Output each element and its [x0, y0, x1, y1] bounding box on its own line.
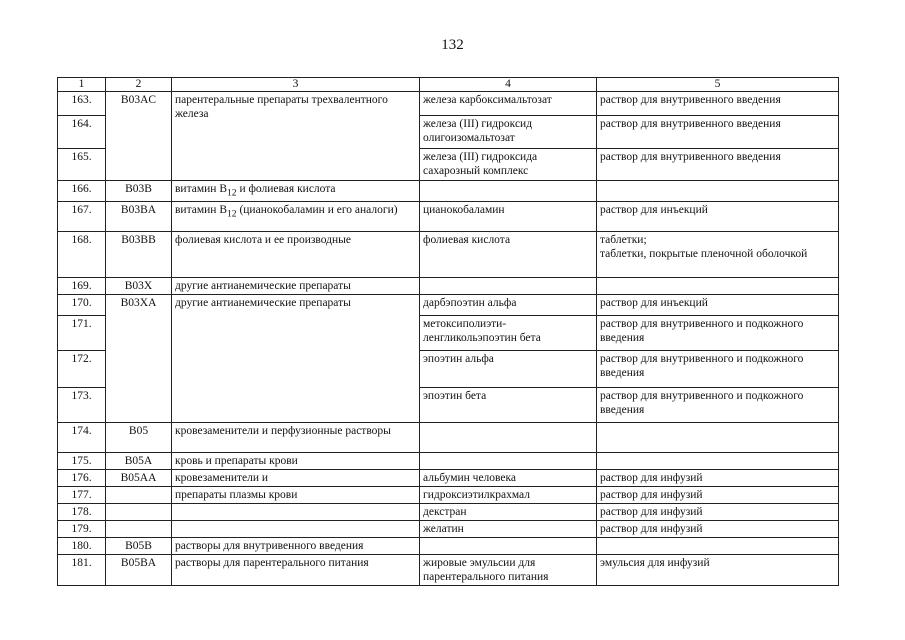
- row-number: 169.: [58, 278, 106, 295]
- atc-code: B03XA: [106, 295, 172, 423]
- atc-group: другие антианемические препараты: [172, 295, 420, 423]
- dosage-form: раствор для внутривенного и подкожного введения: [597, 316, 839, 351]
- substance-name: [420, 423, 597, 453]
- atc-group: растворы для внутривенного введения: [172, 538, 420, 555]
- atc-group-text: витамин B: [175, 204, 227, 217]
- dosage-form: раствор для внутривенного введения: [597, 149, 839, 181]
- atc-code: B05BA: [106, 555, 172, 586]
- table-row: [58, 470, 839, 487]
- atc-group-tail: и фолиевая кислота: [236, 183, 336, 195]
- table-header-row: [58, 78, 839, 92]
- row-number: 172.: [58, 351, 106, 388]
- dosage-form: раствор для внутривенного введения: [597, 116, 839, 149]
- vitamin-subscript: 12: [227, 208, 237, 220]
- dosage-form: [597, 181, 839, 202]
- row-number: 168.: [58, 232, 106, 278]
- dosage-form: [597, 278, 839, 295]
- substance-name: альбумин человека: [420, 470, 597, 487]
- row-number: 170.: [58, 295, 106, 316]
- substance-name: жировые эмульсии для парентерального питания: [420, 555, 597, 586]
- vitamin-subscript: 12: [227, 187, 237, 199]
- atc-code: B05AA: [106, 470, 172, 487]
- table-row: [58, 278, 839, 295]
- dosage-form: раствор для инъекций: [597, 295, 839, 316]
- atc-group: кровезаменители и: [172, 470, 420, 487]
- atc-group: фолиевая кислота и ее производные: [172, 232, 420, 278]
- substance-name: эпоэтин альфа: [420, 351, 597, 388]
- atc-group: [172, 202, 420, 232]
- substance-name: [420, 181, 597, 202]
- row-number: 171.: [58, 316, 106, 351]
- drug-list-table: [57, 77, 839, 586]
- row-number: 174.: [58, 423, 106, 453]
- atc-code: [106, 487, 172, 504]
- dosage-form: раствор для инфузий: [597, 504, 839, 521]
- row-number: 173.: [58, 388, 106, 423]
- table-row: [58, 504, 839, 521]
- dosage-form: раствор для инъекций: [597, 202, 839, 232]
- table-row: [58, 423, 839, 453]
- table-row: [58, 521, 839, 538]
- atc-code: [106, 521, 172, 538]
- substance-name: железа (III) гидроксида сахарозный комплекс: [420, 149, 597, 181]
- row-number: 177.: [58, 487, 106, 504]
- row-number: 165.: [58, 149, 106, 181]
- atc-code: B03BB: [106, 232, 172, 278]
- table-row: [58, 538, 839, 555]
- page-number: 132: [441, 37, 464, 53]
- atc-group: [172, 521, 420, 538]
- atc-code: B03AC: [106, 92, 172, 181]
- dosage-form: эмульсия для инфузий: [597, 555, 839, 586]
- table-row: [58, 453, 839, 470]
- atc-group: препараты плазмы крови: [172, 487, 420, 504]
- table-row: [58, 92, 839, 116]
- atc-group: парентеральные препараты трехвалентного железа: [172, 92, 420, 181]
- atc-group-tail: (цианокобаламин и его аналоги): [236, 204, 398, 217]
- table-row: [58, 295, 839, 316]
- header-col-3: 3: [172, 78, 420, 92]
- substance-name: [420, 278, 597, 295]
- atc-group: кровь и препараты крови: [172, 453, 420, 470]
- atc-group: другие антианемические препараты: [172, 278, 420, 295]
- substance-name: эпоэтин бета: [420, 388, 597, 423]
- substance-name: цианокобаламин: [420, 202, 597, 232]
- dosage-form: [597, 423, 839, 453]
- row-number: 164.: [58, 116, 106, 149]
- row-number: 181.: [58, 555, 106, 586]
- atc-group: [172, 504, 420, 521]
- substance-name: железа карбоксимальтозат: [420, 92, 597, 116]
- header-col-5: 5: [597, 78, 839, 92]
- dosage-form-line: таблетки;: [600, 234, 647, 247]
- header-col-2: 2: [106, 78, 172, 92]
- row-number: 175.: [58, 453, 106, 470]
- substance-name: метоксиполиэти-ленгликольэпоэтин бета: [420, 316, 597, 351]
- table-row: [58, 555, 839, 586]
- table-row: [58, 232, 839, 278]
- substance-name: дарбэпоэтин альфа: [420, 295, 597, 316]
- atc-code: B05: [106, 423, 172, 453]
- dosage-form-line: таблетки, покрытые пленочной оболочкой: [600, 248, 808, 261]
- row-number: 167.: [58, 202, 106, 232]
- atc-group: [172, 181, 420, 202]
- row-number: 176.: [58, 470, 106, 487]
- dosage-form: [597, 453, 839, 470]
- table-row: [58, 202, 839, 232]
- table-row: [58, 487, 839, 504]
- atc-group: растворы для парентерального питания: [172, 555, 420, 586]
- atc-code: B05A: [106, 453, 172, 470]
- atc-group-text: витамин B: [175, 183, 227, 195]
- dosage-form: [597, 538, 839, 555]
- header-col-1: 1: [58, 78, 106, 92]
- dosage-form: раствор для внутривенного и подкожного введения: [597, 388, 839, 423]
- row-number: 166.: [58, 181, 106, 202]
- substance-name: [420, 538, 597, 555]
- atc-code: B03BA: [106, 202, 172, 232]
- row-number: 180.: [58, 538, 106, 555]
- dosage-form: раствор для инфузий: [597, 487, 839, 504]
- dosage-form: раствор для инфузий: [597, 470, 839, 487]
- substance-name: [420, 453, 597, 470]
- dosage-form: раствор для внутривенного и подкожного введения: [597, 351, 839, 388]
- substance-name: железа (III) гидроксид олигоизомальтозат: [420, 116, 597, 149]
- atc-code: B03B: [106, 181, 172, 202]
- header-col-4: 4: [420, 78, 597, 92]
- atc-code: B05B: [106, 538, 172, 555]
- substance-name: декстран: [420, 504, 597, 521]
- atc-code: [106, 504, 172, 521]
- dosage-form: раствор для инфузий: [597, 521, 839, 538]
- dosage-form: [597, 232, 839, 278]
- atc-code: B03X: [106, 278, 172, 295]
- substance-name: желатин: [420, 521, 597, 538]
- substance-name: фолиевая кислота: [420, 232, 597, 278]
- row-number: 179.: [58, 521, 106, 538]
- row-number: 163.: [58, 92, 106, 116]
- dosage-form: раствор для внутривенного введения: [597, 92, 839, 116]
- atc-group: кровезаменители и перфузионные растворы: [172, 423, 420, 453]
- row-number: 178.: [58, 504, 106, 521]
- substance-name: гидроксиэтилкрахмал: [420, 487, 597, 504]
- table-row: [58, 181, 839, 202]
